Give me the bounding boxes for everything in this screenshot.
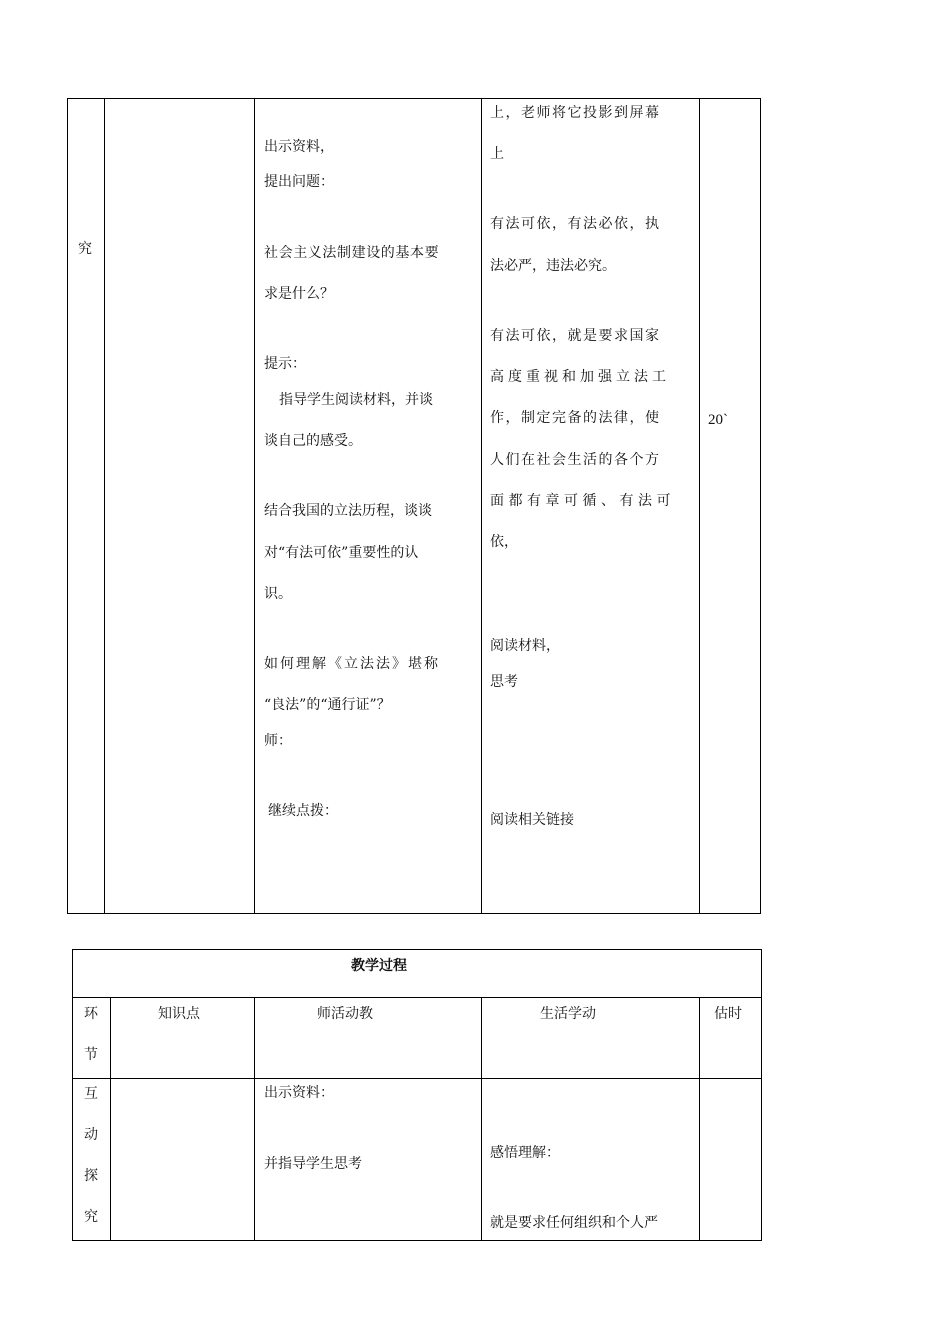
table-title: 教学过程 (351, 958, 407, 974)
stage-char: 动 (84, 1127, 98, 1143)
student-line: 有法可依，就是要求国家 (490, 328, 661, 344)
student-line: 作，制定完备的法律，使 (490, 410, 661, 426)
column-divider (254, 99, 255, 913)
row-divider (73, 1078, 761, 1079)
header-stage-char: 节 (84, 1047, 98, 1063)
student-line: 法必严，违法必究。 (490, 258, 616, 274)
stage-char: 探 (84, 1168, 98, 1184)
column-divider (104, 99, 105, 913)
teacher-line: 指导学生阅读材料，并谈 (279, 392, 433, 408)
column-divider (481, 99, 482, 913)
teacher-line: 结合我国的立法历程，谈谈 (264, 503, 432, 519)
student-line: 依， (490, 534, 518, 550)
teacher-line: 谈自己的感受。 (264, 433, 362, 449)
column-divider (481, 997, 482, 1240)
teacher-line: 提示： (264, 356, 306, 372)
student-line: 思考 (490, 674, 518, 690)
column-divider (699, 997, 700, 1240)
teacher-line: 提出问题： (264, 174, 334, 190)
stage-cell: 究 (78, 241, 92, 257)
stage-char: 互 (84, 1086, 98, 1102)
header-student-activity: 生活学动 (540, 1006, 596, 1022)
student-line: 上，老师将它投影到屏幕 (490, 105, 661, 121)
student-line: 就是要求任何组织和个人严 (490, 1215, 658, 1231)
teacher-line: “良法”的“通行证”？ (264, 697, 391, 713)
teacher-line: 出示资料： (264, 1085, 334, 1101)
teaching-process-table (72, 949, 762, 1241)
student-line: 面都有章可循、有法可 (490, 493, 675, 509)
student-line: 人们在社会生活的各个方 (490, 452, 661, 468)
student-line: 上 (490, 146, 504, 162)
teacher-line: 求是什么？ (264, 286, 334, 302)
teacher-line: 社会主义法制建设的基本要 (264, 245, 440, 261)
teacher-line: 师： (264, 733, 292, 749)
header-teacher-activity: 师活动教 (317, 1006, 373, 1022)
student-line: 有法可依，有法必依，执 (490, 216, 661, 232)
stage-char: 究 (84, 1209, 98, 1225)
row-divider (73, 997, 761, 998)
teacher-line: 如何理解《立法法》堪称 (264, 656, 440, 672)
teacher-line: 对“有法可依”重要性的认 (264, 545, 419, 561)
student-line: 高度重视和加强立法工 (490, 369, 670, 385)
time-estimate: 20` (708, 412, 728, 428)
header-knowledge: 知识点 (158, 1006, 200, 1022)
header-time: 估时 (714, 1006, 742, 1022)
column-divider (699, 99, 700, 913)
student-line: 阅读材料， (490, 638, 560, 654)
student-line: 感悟理解： (490, 1145, 560, 1161)
teacher-line: 并指导学生思考 (264, 1156, 362, 1172)
student-line: 阅读相关链接 (490, 812, 574, 828)
teacher-line: 继续点拨： (268, 803, 338, 819)
teacher-line: 出示资料， (264, 139, 334, 155)
teacher-line: 识。 (264, 586, 292, 602)
column-divider (110, 997, 111, 1240)
header-stage-char: 环 (84, 1006, 98, 1022)
column-divider (254, 997, 255, 1240)
